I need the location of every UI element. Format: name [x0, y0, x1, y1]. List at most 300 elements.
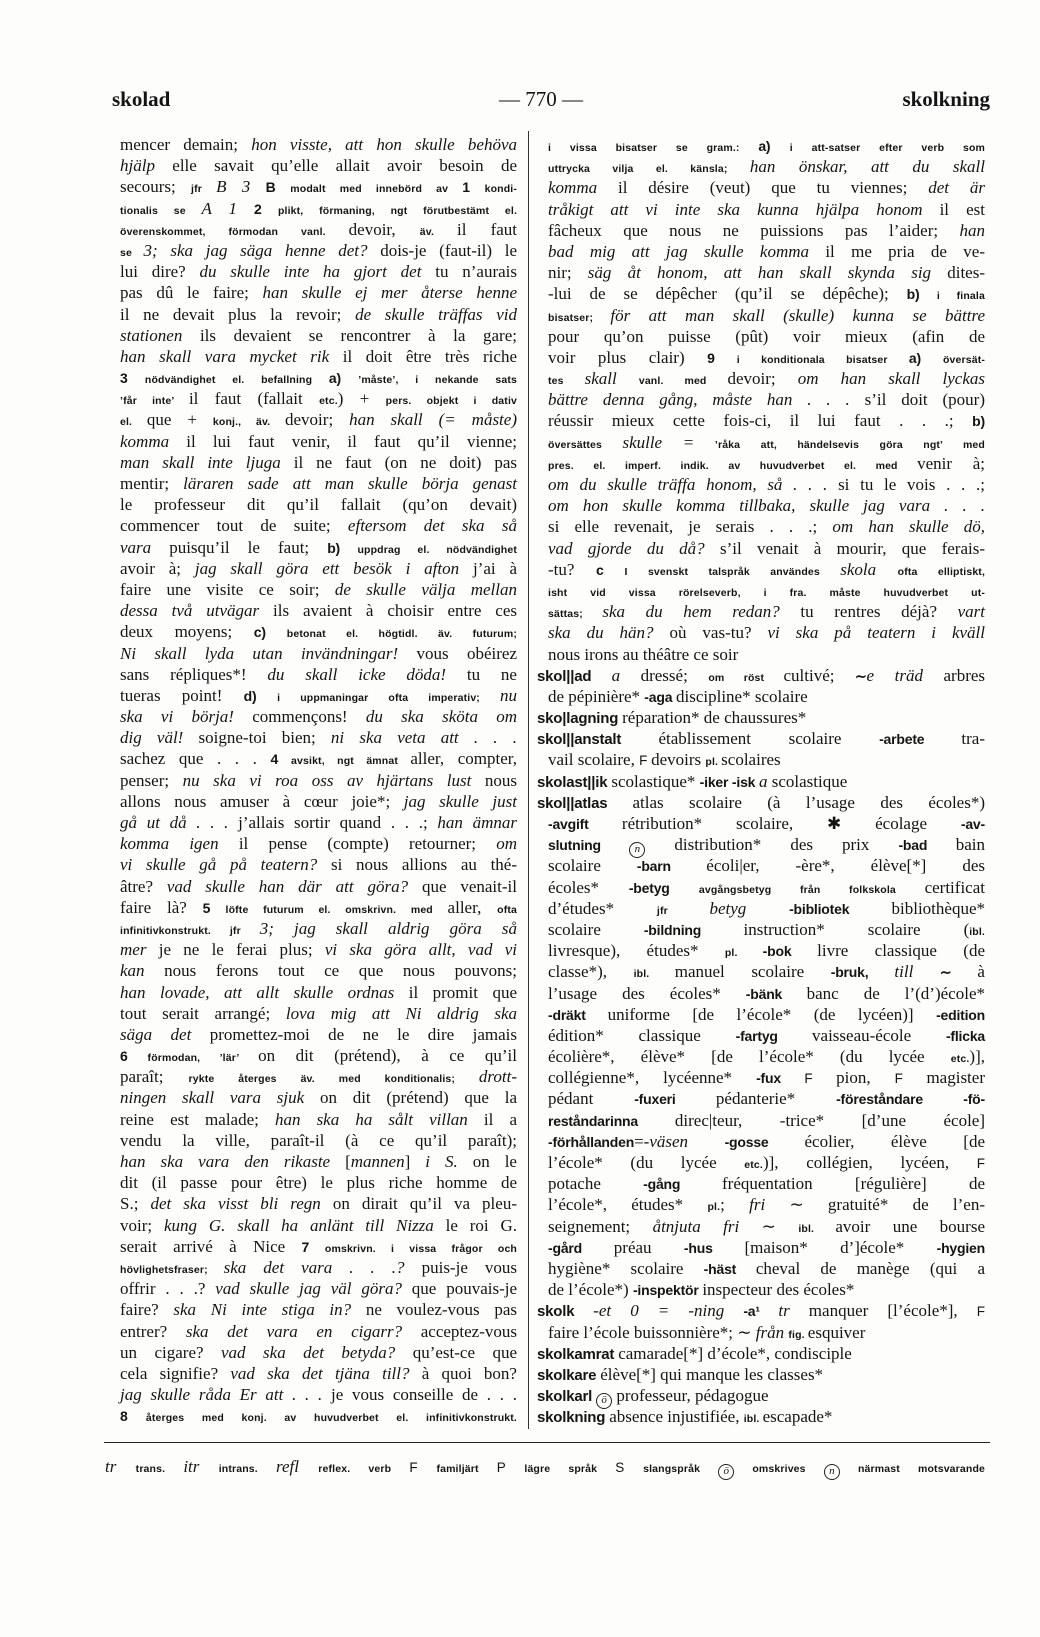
text-line [537, 707, 985, 728]
swedish-text: skola [840, 559, 898, 579]
french-text: tueras point! [120, 685, 244, 705]
bold-label: b) [906, 286, 937, 303]
french-text: scolaires [721, 750, 781, 770]
swedish-text: stationen [120, 325, 200, 345]
text-line [548, 855, 985, 876]
swedish-text: det är [928, 178, 985, 198]
bold-label: -fux [756, 1070, 805, 1087]
bold-label: c) [253, 624, 287, 641]
usage-note: reflex. verb [318, 1463, 410, 1475]
text-line [537, 665, 985, 686]
french-text: professeur, pédagogue [612, 1386, 769, 1406]
swedish-text: e träd [866, 665, 944, 685]
text-line [548, 919, 985, 940]
swedish-text: vart [957, 602, 986, 622]
line-content [537, 1300, 985, 1322]
french-text: fâcheux que nous ne puissions pas l’aider; [548, 220, 960, 240]
line-content [120, 134, 517, 155]
swedish-text: de skulle välja mellan [334, 579, 517, 599]
text-line [120, 1193, 517, 1214]
french-text: devoir, [348, 219, 420, 239]
text-line [120, 1236, 517, 1257]
page-number: — 770 — [499, 87, 583, 111]
french-text: sachez que . . . [120, 749, 271, 769]
french-text: dites- [947, 263, 986, 283]
line-content [120, 706, 517, 727]
text-line [548, 601, 985, 622]
text-line [537, 1406, 985, 1427]
line-content [548, 220, 985, 241]
french-text: à [977, 962, 985, 982]
french-text: inspecteur des écoles* [702, 1280, 855, 1300]
text-line [120, 600, 517, 621]
line-content [120, 1299, 517, 1320]
french-text: faire une visite ce soir; [120, 579, 335, 599]
swedish-text: ni ska veta att . . . [330, 728, 517, 748]
line-content [548, 855, 985, 877]
swedish-text: säga det [120, 1024, 210, 1044]
swedish-text: tr [105, 1457, 136, 1476]
text-line [120, 643, 517, 664]
bold-label: 4 [270, 751, 292, 768]
french-text: ∼ [761, 1216, 799, 1236]
usage-note: bisatser; [548, 311, 611, 324]
line-content [120, 325, 517, 346]
text-line [120, 176, 517, 197]
french-text: secours; [120, 177, 192, 197]
french-text: cultivé; [783, 665, 856, 685]
usage-note: el. [120, 416, 147, 429]
french-text: ) + [337, 389, 386, 409]
line-content [537, 792, 985, 814]
swedish-text: vad ska det tjäna till? [230, 1363, 422, 1383]
bold-label: 5 [202, 899, 226, 916]
text-line [120, 727, 517, 748]
swedish-text: han ska ha sålt villan [274, 1109, 484, 1129]
usage-note: etc. [319, 395, 338, 408]
french-text: [ [345, 1152, 351, 1171]
line-content [548, 389, 985, 410]
bold-label: -bibliotek [789, 900, 892, 917]
french-text: absence injustifiée, [609, 1407, 744, 1427]
french-text: s’il doit (pour) [864, 390, 985, 410]
french-text: puis-je vous [421, 1257, 518, 1277]
usage-note: pres. el. imperf. indik. av huvudverbet el. med [548, 459, 918, 472]
french-text: soigne-toi bien; [198, 728, 331, 748]
french-text: vendu la ville, paraît-il (à ce qu’il paraît); [120, 1130, 517, 1150]
french-text: scolaire [548, 856, 637, 876]
line-content [548, 1088, 985, 1110]
french-text: vail scolaire, [548, 750, 640, 770]
line-content [548, 474, 985, 495]
swedish-text: ska du hän? [548, 623, 670, 643]
line-content [120, 282, 517, 303]
text-line [548, 389, 985, 410]
line-content [548, 495, 985, 516]
swedish-text: om han skall lyckas [797, 369, 986, 389]
text-line [548, 644, 985, 665]
bold-label: -betyg [628, 879, 699, 896]
usage-note: vanl. med [638, 375, 728, 388]
text-line [120, 198, 517, 219]
text-line [548, 940, 985, 961]
headword: skolkare [537, 1366, 601, 1384]
bold-label: a) [328, 370, 359, 387]
line-content [120, 939, 517, 960]
text-line [548, 898, 985, 919]
bold-label: -hus [683, 1239, 745, 1256]
french-text: que pouvais-je [411, 1279, 518, 1299]
swedish-text: betyg [709, 898, 790, 918]
french-text: si tu le vois . . .; [838, 475, 985, 494]
swedish-text: för att man skall (skulle) kunna se bättre [610, 305, 986, 325]
text-line [120, 1045, 517, 1066]
french-text: reine est malade; [120, 1109, 275, 1129]
text-line [548, 305, 985, 326]
french-text: seignement; [548, 1216, 653, 1236]
bold-label: d) [243, 687, 278, 704]
swedish-text: till [894, 962, 940, 982]
swedish-text: de skulle träffas vid [355, 304, 518, 324]
french-text: il faut (fallait [188, 389, 320, 409]
swedish-text: itr [183, 1457, 219, 1476]
usage-note: betonat el. högtidl. äv. futurum; [286, 628, 517, 641]
headword: skol||atlas [537, 794, 633, 812]
line-content [120, 155, 517, 176]
usage-note: avsikt, ngt ämnat [291, 755, 411, 768]
swedish-text: ningen skall vara sjuk [120, 1088, 320, 1108]
swedish-text: skall [584, 369, 639, 389]
bold-label: -hygien [936, 1239, 985, 1256]
french-text: nir; [548, 263, 588, 283]
line-content [120, 833, 517, 854]
french-text: elle savait qu’elle allait avoir besoin de [172, 156, 517, 176]
french-text: escapade* [762, 1407, 833, 1427]
line-content [548, 1131, 985, 1153]
headword: skolkamrat [537, 1345, 619, 1363]
french-text: ils devaient se rencontrer à la gare; [199, 325, 517, 345]
swedish-text: du skulle inte ha gjort det [199, 262, 436, 282]
line-content [548, 1004, 985, 1026]
french-text: devoir; [727, 369, 798, 389]
line-content [120, 643, 517, 664]
usage-note: översät- [942, 353, 985, 366]
line-content [548, 1067, 985, 1089]
text-line [120, 854, 517, 875]
text-line [120, 473, 517, 494]
circled-symbol: n [824, 1464, 840, 1480]
text-line [120, 706, 517, 727]
french-text: où vas-tu? [669, 623, 768, 643]
usage-note: omskrives [734, 1463, 824, 1475]
bold-label: -inspektör [632, 1282, 703, 1299]
swedish-text: bad mig att jag skulle komma [548, 241, 826, 261]
line-content [548, 983, 985, 1005]
french-text: offrir . . .? [120, 1279, 216, 1299]
usage-note: sättas; [548, 608, 603, 621]
french-text: pédanterie* [715, 1089, 837, 1109]
line-content [120, 664, 517, 685]
french-text: vous obéirez [416, 643, 517, 663]
usage-note: jfr [191, 183, 217, 196]
french-text: venir à; [917, 453, 986, 473]
text-line [120, 1342, 517, 1363]
text-line [548, 453, 985, 474]
line-content [548, 177, 985, 198]
french-text: ne voulez-vous pas [365, 1300, 517, 1320]
french-text: dressé; [640, 665, 709, 685]
bold-label: 6 [120, 1048, 148, 1065]
french-text: si nous allions au thé- [331, 855, 517, 875]
french-text: puisqu’il le faut; [169, 537, 328, 557]
text-line [120, 897, 517, 918]
line-content [548, 241, 985, 262]
swedish-text: jag skall göra ett besök i afton [194, 558, 473, 578]
french-text: dois-je (faut-il) le [380, 240, 517, 260]
line-content [548, 262, 985, 283]
left-guide-word: skolad [112, 87, 171, 111]
text-line [548, 516, 985, 537]
swedish-text: nu [499, 685, 517, 705]
text-line [120, 1172, 517, 1193]
swedish-text: läraren sade att man skulle börja genast [183, 474, 517, 493]
french-text: faire? [120, 1300, 174, 1320]
usage-note: kondi- [484, 183, 518, 196]
line-content [120, 431, 517, 452]
bold-label: -arbete [879, 731, 962, 748]
text-line [548, 1216, 985, 1237]
line-content [548, 516, 985, 537]
swedish-text: från [755, 1322, 789, 1342]
line-content [120, 473, 517, 494]
usage-note: i uppmaningar ofta imperativ; [277, 691, 500, 704]
line-content [120, 1193, 517, 1214]
french-text: = [683, 432, 715, 452]
french-text: préau [613, 1237, 684, 1257]
usage-note: ofta elliptiskt, [897, 565, 986, 578]
bold-label: -häst [703, 1260, 756, 1277]
line-content [548, 1279, 854, 1301]
swedish-text: vad skulle han där att göra? [166, 876, 422, 896]
swedish-text: vad gjorde du då? [548, 538, 720, 558]
french-text: allons nous amuser à cœur joie*; [120, 791, 404, 811]
french-text: écoles* [548, 877, 629, 897]
french-text: nous irons au théâtre ce soir [548, 644, 739, 664]
line-content [120, 304, 517, 325]
french-text: il faut [457, 219, 517, 239]
text-line [548, 347, 985, 368]
usage-note: pl. [724, 947, 763, 960]
swedish-text: ska vi börja! [120, 707, 253, 727]
swedish-text: åtnjuta fri [652, 1216, 762, 1236]
text-line [120, 452, 517, 473]
french-text: promettez-moi de ne le dire jamais [209, 1024, 517, 1044]
french-text: esquiver [807, 1322, 866, 1342]
text-line [537, 1364, 985, 1385]
swedish-text: han skall (= måste) [349, 410, 517, 430]
french-text: fréquentation [régulière] de [722, 1174, 985, 1194]
french-text: le professeur dit qu’il fallait (qu’on devait) [120, 495, 517, 515]
text-line [120, 134, 517, 155]
text-line [120, 515, 517, 536]
line-content [120, 515, 517, 536]
usage-note: om röst [708, 671, 784, 684]
usage-note: överenskommet, förmodan vanl. [120, 225, 349, 238]
line-content [120, 1278, 517, 1299]
french-text: que venait-il [421, 876, 517, 896]
swedish-text: fri [749, 1195, 790, 1215]
bold-label: slutning [548, 837, 630, 854]
usage-note: isht vid vissa rörelseverb, i fra. måste huvudverbet ut- [548, 586, 985, 599]
french-text: devoirs [651, 750, 706, 770]
french-text: aller, [447, 897, 498, 917]
text-line [548, 1279, 985, 1300]
text-line [120, 325, 517, 346]
line-content [548, 1110, 985, 1132]
usage-note: plikt, förmaning, ngt förutbestämt el. [277, 204, 518, 217]
line-content [120, 960, 517, 981]
swedish-text: om du skulle träffa honom, så . . . [548, 475, 839, 494]
french-text: mentir; [120, 474, 184, 493]
french-text: voir; [120, 1215, 164, 1235]
swedish-text: refl [275, 1457, 319, 1476]
french-text: l’école*, études* [548, 1195, 708, 1215]
usage-note: ibl. [798, 1222, 836, 1235]
french-text: avoir une bourse [835, 1216, 985, 1236]
line-content [120, 791, 517, 812]
french-text: établissement scolaire [658, 729, 880, 749]
bold-label: -bildning [643, 921, 744, 938]
text-line [548, 156, 985, 177]
french-text: entrer? [120, 1321, 186, 1341]
line-content [120, 452, 517, 473]
french-text: il a [483, 1109, 517, 1129]
text-line [548, 474, 985, 495]
swedish-text: vara [120, 537, 170, 557]
usage-note: omskrivn. i vissa frågor och [324, 1242, 517, 1255]
abbreviation-label: S [615, 1460, 644, 1475]
swedish-text: ska du hem redan? [602, 602, 801, 622]
text-line [548, 961, 985, 982]
bold-label: 3 [120, 370, 145, 387]
text-line [120, 833, 517, 854]
abbreviation-label: F [976, 1156, 985, 1171]
line-content [548, 644, 738, 665]
text-line [120, 558, 517, 579]
swedish-text: hjälp [120, 156, 173, 176]
swedish-text: ska det vara en cigarr? [185, 1321, 421, 1341]
swedish-text: komma [120, 431, 187, 451]
french-text: cela signifie? [120, 1363, 231, 1383]
usage-note: etc. [744, 1159, 763, 1171]
text-line [120, 304, 517, 325]
swedish-text: vi ska göra allt, vad vi [324, 940, 517, 960]
text-line [120, 282, 517, 303]
text-line [120, 1109, 517, 1130]
text-line [120, 409, 517, 430]
line-content [548, 1173, 985, 1195]
right-column [537, 135, 986, 1427]
swedish-text: ska det vara . . .? [223, 1257, 422, 1277]
text-line [120, 1130, 517, 1151]
french-text: dit (il passe pour être) le plus riche homme de [120, 1173, 517, 1193]
french-text: commençons! [252, 707, 366, 727]
french-text: manquer [l’école*], [808, 1301, 977, 1321]
line-content [120, 727, 517, 748]
usage-note: ’råka att, händelsevis göra ngt’ med [714, 438, 985, 451]
french-text: vaisseau-école [812, 1025, 946, 1045]
french-text: direc|teur, -trice* [d’une école] [674, 1110, 985, 1130]
line-content [548, 1025, 985, 1047]
usage-note: nödvändighet el. befallning [144, 374, 329, 387]
french-text: on dit (prétend) que la [319, 1088, 518, 1108]
french-text: ∼ gratuité* de l’en- [789, 1195, 985, 1215]
text-line [548, 220, 985, 241]
text-line [548, 749, 985, 770]
french-text: commencer tout de suite; [120, 516, 348, 536]
usage-note: återges med konj. av huvudverbet el. infinitivkonstrukt. [145, 1412, 517, 1425]
bold-label: a) [908, 349, 943, 366]
text-line [120, 261, 517, 282]
bold-label: c [595, 561, 625, 578]
french-text: il doit être très riche [342, 346, 517, 366]
swedish-text: man skall inte ljuga [120, 452, 294, 472]
bold-label: -gång [643, 1176, 722, 1193]
swedish-text: han skulle ej mer återse henne [262, 283, 517, 303]
line-content [120, 1342, 517, 1363]
footer-rule [104, 1442, 990, 1443]
bold-label: B [265, 179, 291, 196]
swedish-text: a [611, 665, 641, 685]
text-line [120, 812, 517, 833]
swedish-text: -et 0 = -ning [593, 1301, 744, 1321]
swedish-text: kung G. skall ha anlänt till Nizza [163, 1215, 446, 1235]
french-text: si elle revenait, je serais . . .; [548, 517, 833, 537]
line-content [548, 622, 985, 643]
french-text: il lui faut venir, il faut qu’il vienne; [186, 431, 517, 451]
french-text: il est [939, 199, 985, 219]
text-line [120, 388, 517, 409]
text-line [548, 1067, 985, 1088]
french-text: tu rentres déjà? [800, 602, 958, 622]
french-text: S.; [120, 1194, 151, 1214]
french-text: qu’est-ce que [412, 1342, 517, 1362]
swedish-text: lova mig att Ni aldrig ska [285, 1003, 517, 1023]
line-content [120, 1151, 517, 1172]
swedish-text: kan [120, 961, 165, 981]
text-line [120, 982, 517, 1003]
text-line [548, 1258, 985, 1279]
swedish-text: han önskar, att du skall [749, 157, 985, 177]
french-text: cheval de manège (qui a [755, 1258, 985, 1278]
text-line [105, 1456, 985, 1477]
text-line [548, 1131, 985, 1152]
french-text: élève[*] qui manque les classes* [600, 1364, 824, 1384]
usage-note: närmast motsvarande [839, 1463, 986, 1475]
french-text: édition* classique [548, 1025, 736, 1045]
french-text: l’usage des écoles* [548, 983, 746, 1003]
usage-note: fig. [788, 1328, 808, 1341]
text-line [120, 240, 517, 261]
french-text: un cigare? [120, 1342, 222, 1362]
text-line [120, 346, 517, 367]
french-text: à quoi bon? [421, 1363, 517, 1383]
french-text: acceptez-vous [420, 1321, 518, 1341]
french-text: faire là? [120, 897, 203, 917]
french-text: [maison* d’]école* [744, 1237, 937, 1257]
right-guide-word: skolkning [902, 87, 990, 111]
swedish-text: drott- [478, 1067, 518, 1087]
